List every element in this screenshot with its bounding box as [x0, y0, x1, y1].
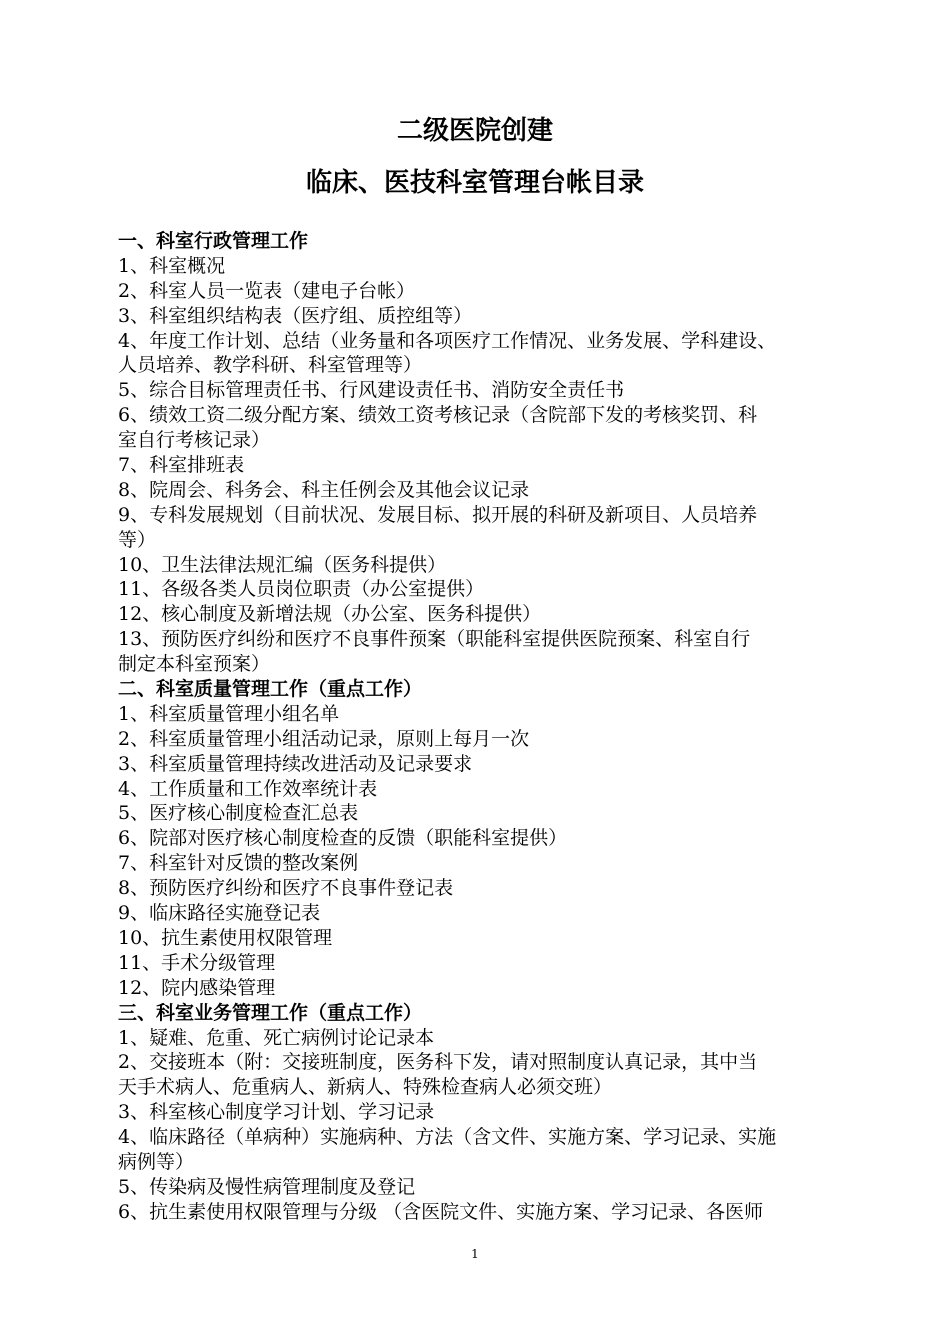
- list-item-line: 10、抗生素使用权限管理: [118, 926, 333, 949]
- list-item-line: 2、科室质量管理小组活动记录，原则上每月一次: [118, 727, 530, 750]
- list-item-line: 天手术病人、危重病人、新病人、特殊检查病人必须交班）: [118, 1076, 613, 1099]
- list-item-line: 3、科室质量管理持续改进活动及记录要求: [118, 752, 473, 775]
- list-item-line: 7、科室针对反馈的整改案例: [118, 852, 359, 875]
- list-item-line: 2、科室人员一览表（建电子台帐）: [118, 279, 416, 302]
- list-item-line: 13、预防医疗纠纷和医疗不良事件预案（职能科室提供医院预案、科室自行: [118, 628, 751, 651]
- list-item-line: 6、抗生素使用权限管理与分级 （含医院文件、实施方案、学习记录、各医师: [118, 1200, 764, 1223]
- list-item-line: 1、科室概况: [118, 254, 226, 277]
- list-item-line: 4、工作质量和工作效率统计表: [118, 777, 378, 800]
- section-heading: 三、科室业务管理工作（重点工作）: [118, 1001, 423, 1024]
- document-subtitle: 临床、医技科室管理台帐目录: [305, 168, 644, 198]
- list-item-line: 9、专科发展规划（目前状况、发展目标、拟开展的科研及新项目、人员培养: [118, 503, 758, 526]
- list-item-line: 11、各级各类人员岗位职责（办公室提供）: [118, 578, 485, 601]
- list-item-line: 12、核心制度及新增法规（办公室、医务科提供）: [118, 603, 542, 626]
- list-item-line: 5、医疗核心制度检查汇总表: [118, 802, 359, 825]
- list-item-line: 11、手术分级管理: [118, 951, 276, 974]
- list-item-line: 6、绩效工资二级分配方案、绩效工资考核记录（含院部下发的考核奖罚、科: [118, 404, 758, 427]
- list-item-line: 制定本科室预案）: [118, 653, 271, 676]
- section-heading: 一、科室行政管理工作: [118, 230, 309, 252]
- list-item-line: 3、科室核心制度学习计划、学习记录: [118, 1101, 435, 1124]
- document-body: [118, 229, 838, 1225]
- list-item-line: 5、传染病及慢性病管理制度及登记: [118, 1175, 416, 1198]
- list-item-line: 4、年度工作计划、总结（业务量和各项医疗工作情况、业务发展、学科建设、: [118, 329, 777, 352]
- list-item-line: 8、预防医疗纠纷和医疗不良事件登记表: [118, 877, 454, 900]
- list-item-line: 1、科室质量管理小组名单: [118, 702, 340, 725]
- list-item-line: 7、科室排班表: [118, 454, 245, 477]
- list-item-line: 8、院周会、科务会、科主任例会及其他会议记录: [118, 478, 530, 501]
- section-heading: 二、科室质量管理工作（重点工作）: [118, 678, 423, 701]
- list-item-line: 病例等）: [118, 1150, 195, 1173]
- list-item-line: 12、院内感染管理: [118, 976, 276, 999]
- list-item-line: 室自行考核记录）: [118, 429, 271, 452]
- list-item-line: 10、卫生法律法规汇编（医务科提供）: [118, 553, 447, 576]
- list-item-line: 6、院部对医疗核心制度检查的反馈（职能科室提供）: [118, 827, 568, 850]
- list-item-line: 人员培养、教学科研、科室管理等）: [118, 354, 423, 377]
- list-item-line: 2、交接班本（附：交接班制度，医务科下发，请对照制度认真记录，其中当: [118, 1051, 758, 1074]
- list-item-line: 4、临床路径（单病种）实施病种、方法（含文件、实施方案、学习记录、实施: [118, 1126, 777, 1149]
- document-title: 二级医院创建: [396, 116, 553, 146]
- page-number: 1: [471, 1247, 479, 1261]
- list-item-line: 等）: [118, 528, 157, 551]
- list-item-line: 9、临床路径实施登记表: [118, 902, 321, 925]
- list-item-line: 1、疑难、危重、死亡病例讨论记录本: [118, 1026, 435, 1049]
- list-item-line: 5、综合目标管理责任书、行风建设责任书、消防安全责任书: [118, 379, 625, 402]
- list-item-line: 3、科室组织结构表（医疗组、质控组等）: [118, 304, 473, 327]
